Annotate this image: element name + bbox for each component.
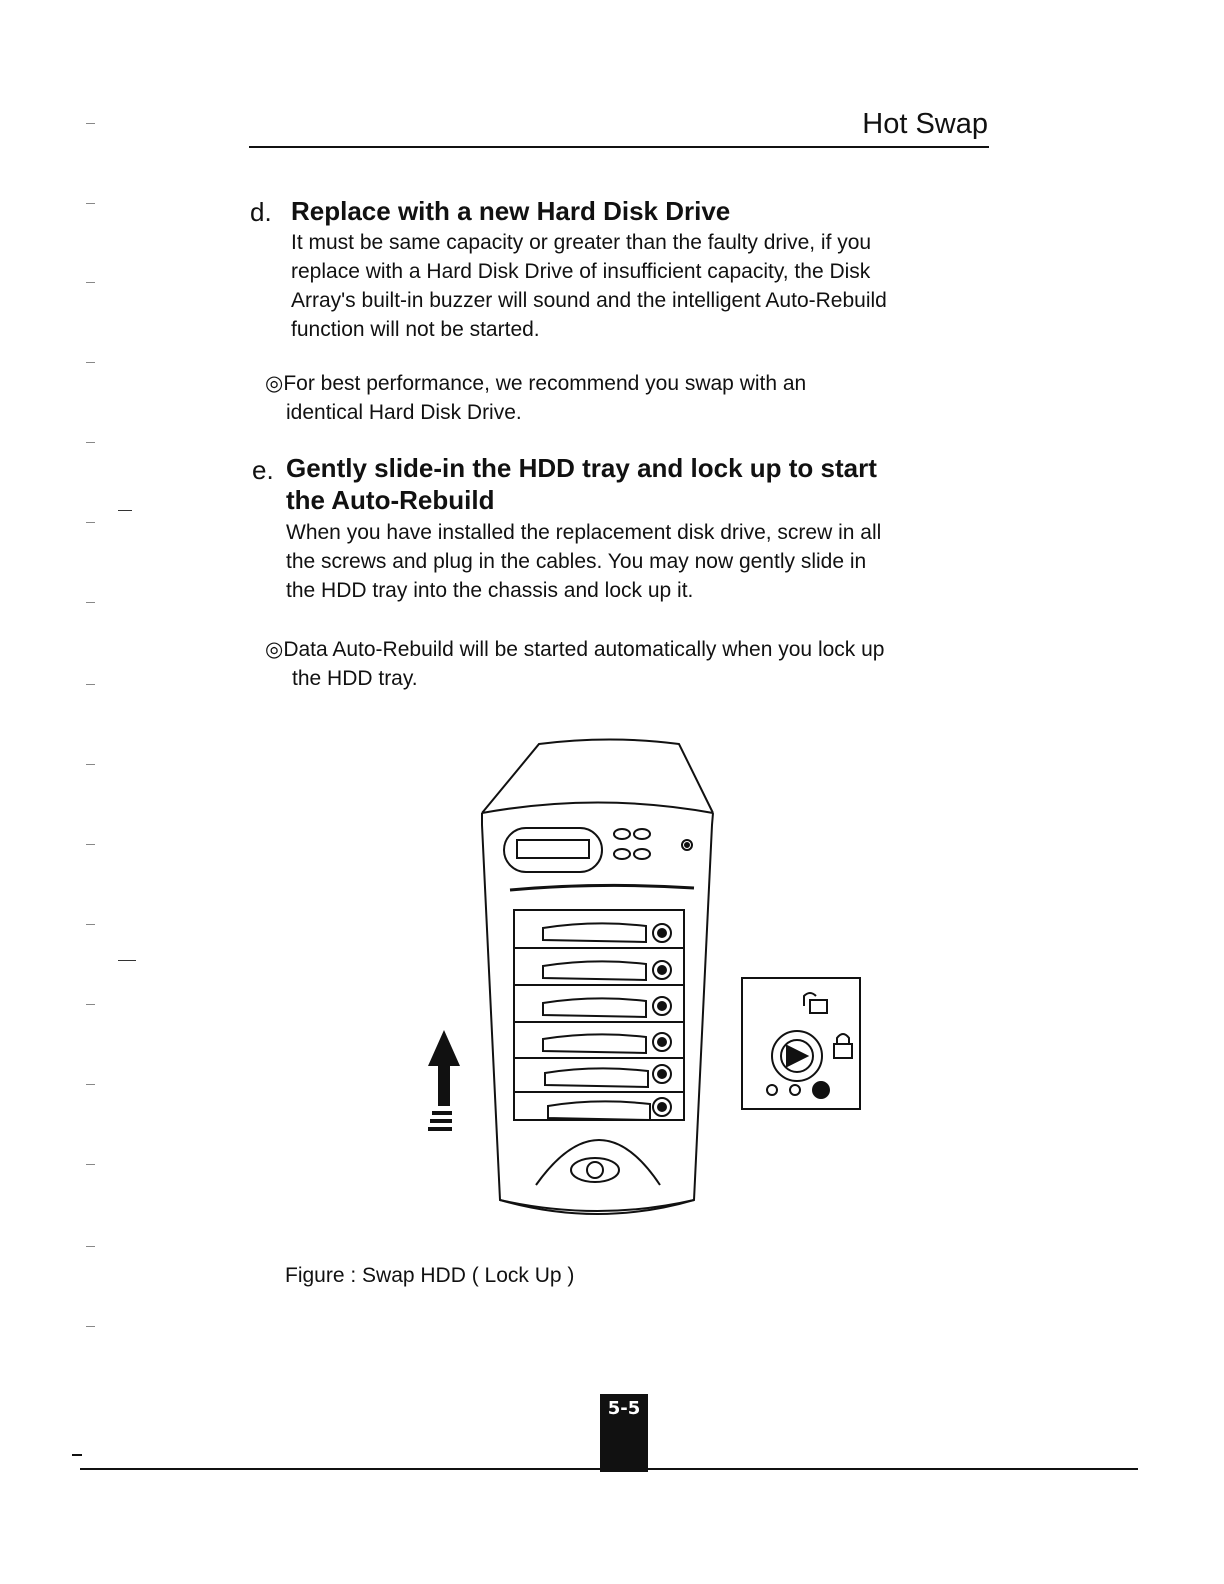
step-d-title: Replace with a new Hard Disk Drive xyxy=(291,196,731,226)
margin-tick xyxy=(86,764,95,765)
step-e-note xyxy=(265,635,884,693)
margin-tick xyxy=(86,1164,95,1165)
note-bullet-icon: ◎ xyxy=(265,371,284,395)
margin-mark xyxy=(118,960,136,961)
margin-tick xyxy=(86,844,95,845)
step-e-title-line: Gently slide-in the HDD tray and lock up to start xyxy=(286,453,877,483)
body-line: It must be same capacity or greater than the faulty drive, if you xyxy=(291,231,872,254)
body-line: When you have installed the replacement disk drive, screw in all xyxy=(286,521,882,544)
lock-icon xyxy=(834,1034,852,1058)
step-d-body xyxy=(291,228,991,344)
body-line: replace with a Hard Disk Drive of insufficient capacity, the Disk xyxy=(291,260,871,283)
margin-mark xyxy=(118,510,132,511)
step-d-note xyxy=(265,369,806,427)
hdd-tower-illustration xyxy=(400,730,870,1230)
tower-body xyxy=(482,813,713,1214)
margin-tick xyxy=(86,203,95,204)
step-e-body xyxy=(286,518,986,605)
margin-tick xyxy=(86,522,95,523)
note-line: Data Auto-Rebuild will be started automatically when you lock up xyxy=(283,638,885,661)
step-e-title-line: the Auto-Rebuild xyxy=(286,485,495,515)
margin-tick xyxy=(86,282,95,283)
footer-mark xyxy=(72,1454,82,1456)
margin-tick xyxy=(86,442,95,443)
margin-tick xyxy=(86,362,95,363)
body-line: Array's built-in buzzer will sound and the intelligent Auto-Rebuild xyxy=(291,289,887,312)
margin-tick xyxy=(86,684,95,685)
note-line: identical Hard Disk Drive. xyxy=(286,401,522,424)
step-d-letter: d. xyxy=(250,197,272,227)
body-line: the screws and plug in the cables. You may now gently slide in xyxy=(286,550,867,573)
header-rule xyxy=(249,146,989,148)
note-bullet-icon: ◎ xyxy=(265,637,284,661)
body-line: function will not be started. xyxy=(291,318,540,341)
step-e-title xyxy=(286,452,877,516)
margin-tick xyxy=(86,123,95,124)
up-arrow-icon xyxy=(428,1030,460,1131)
margin-tick xyxy=(86,602,95,603)
margin-tick xyxy=(86,1326,95,1327)
page-number: 5-5 xyxy=(600,1394,648,1472)
unlock-icon xyxy=(804,993,827,1013)
margin-tick xyxy=(86,1084,95,1085)
margin-tick xyxy=(86,1246,95,1247)
margin-tick xyxy=(86,924,95,925)
note-line: For best performance, we recommend you swap with an xyxy=(283,372,807,395)
body-line: the HDD tray into the chassis and lock up it. xyxy=(286,579,694,602)
figure-caption: Figure : Swap HDD ( Lock Up ) xyxy=(285,1264,575,1287)
display-bezel xyxy=(504,828,602,872)
step-e-letter: e. xyxy=(252,455,274,485)
lock-detail-panel xyxy=(742,978,860,1109)
note-line: the HDD tray. xyxy=(292,667,418,690)
margin-tick xyxy=(86,1004,95,1005)
page-header-title: Hot Swap xyxy=(862,108,988,140)
